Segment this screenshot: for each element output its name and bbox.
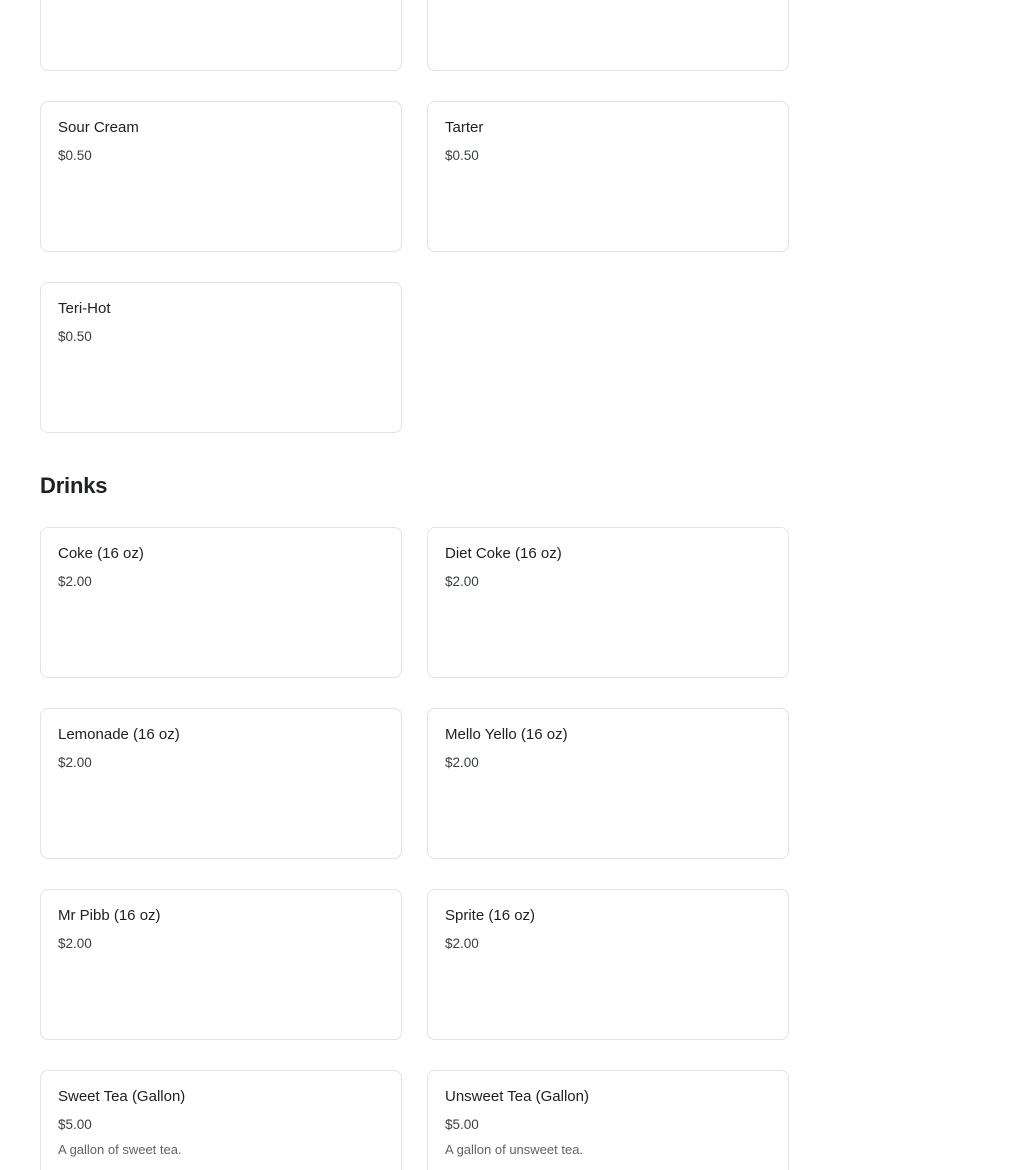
menu-item-card[interactable]: [40, 101, 402, 252]
menu-item-card[interactable]: [427, 708, 789, 859]
menu-item-name: Sprite (16 oz): [445, 907, 536, 925]
menu-grid-empty-slot: [427, 282, 789, 433]
menu-item-name: Coke (16 oz): [58, 545, 144, 563]
menu-item-price: $0.50: [445, 148, 479, 163]
menu-item-card[interactable]: [40, 1070, 402, 1170]
menu-item-card[interactable]: [427, 1070, 789, 1170]
section-title-drinks: Drinks: [40, 473, 108, 498]
menu-item-price: $2.00: [58, 755, 92, 771]
menu-item-grid-sauces: [40, 0, 790, 433]
menu-item-name: Unsweet Tea (Gallon): [445, 1088, 589, 1106]
menu-item-price: $5.00: [445, 1117, 479, 1133]
menu-item-name: Mello Yello (16 oz): [445, 726, 568, 744]
menu-section-sauces: [40, 0, 790, 433]
menu-item-card[interactable]: [40, 0, 402, 71]
menu-item-grid-drinks: [40, 527, 790, 1170]
menu-item-name: Mr Pibb (16 oz): [58, 907, 161, 925]
menu-item-price: $2.00: [445, 574, 479, 590]
menu-item-price: $0.50: [58, 148, 92, 163]
menu-item-card[interactable]: [427, 0, 789, 71]
menu-item-card[interactable]: [427, 527, 789, 678]
menu-item-description: A gallon of sweet tea.: [58, 1142, 182, 1158]
menu-item-name: Sour Cream: [58, 119, 139, 136]
menu-item-card[interactable]: [427, 101, 789, 252]
menu-item-name: Sweet Tea (Gallon): [58, 1088, 186, 1106]
menu-item-name: Lemonade (16 oz): [58, 726, 180, 744]
menu-item-card[interactable]: [40, 527, 402, 678]
menu-item-name: Diet Coke (16 oz): [445, 545, 562, 563]
menu-item-price: $2.00: [58, 936, 92, 952]
menu-item-price: $2.00: [445, 755, 479, 771]
menu-item-price: $0.50: [58, 329, 92, 344]
menu-item-price: $5.00: [58, 1117, 92, 1133]
menu-item-description: A gallon of unsweet tea.: [445, 1142, 584, 1158]
menu-item-name: Teri-Hot: [58, 300, 111, 317]
menu-item-price: $2.00: [58, 574, 92, 590]
menu-item-card[interactable]: [40, 889, 402, 1040]
menu-item-card[interactable]: [427, 889, 789, 1040]
menu-section-drinks: [40, 473, 790, 1170]
menu-item-name: Tarter: [445, 119, 484, 136]
menu-item-price: $2.00: [445, 936, 479, 952]
menu-sections-container: [40, 0, 790, 1170]
menu-item-card[interactable]: [40, 282, 402, 433]
menu-item-card[interactable]: [40, 708, 402, 859]
